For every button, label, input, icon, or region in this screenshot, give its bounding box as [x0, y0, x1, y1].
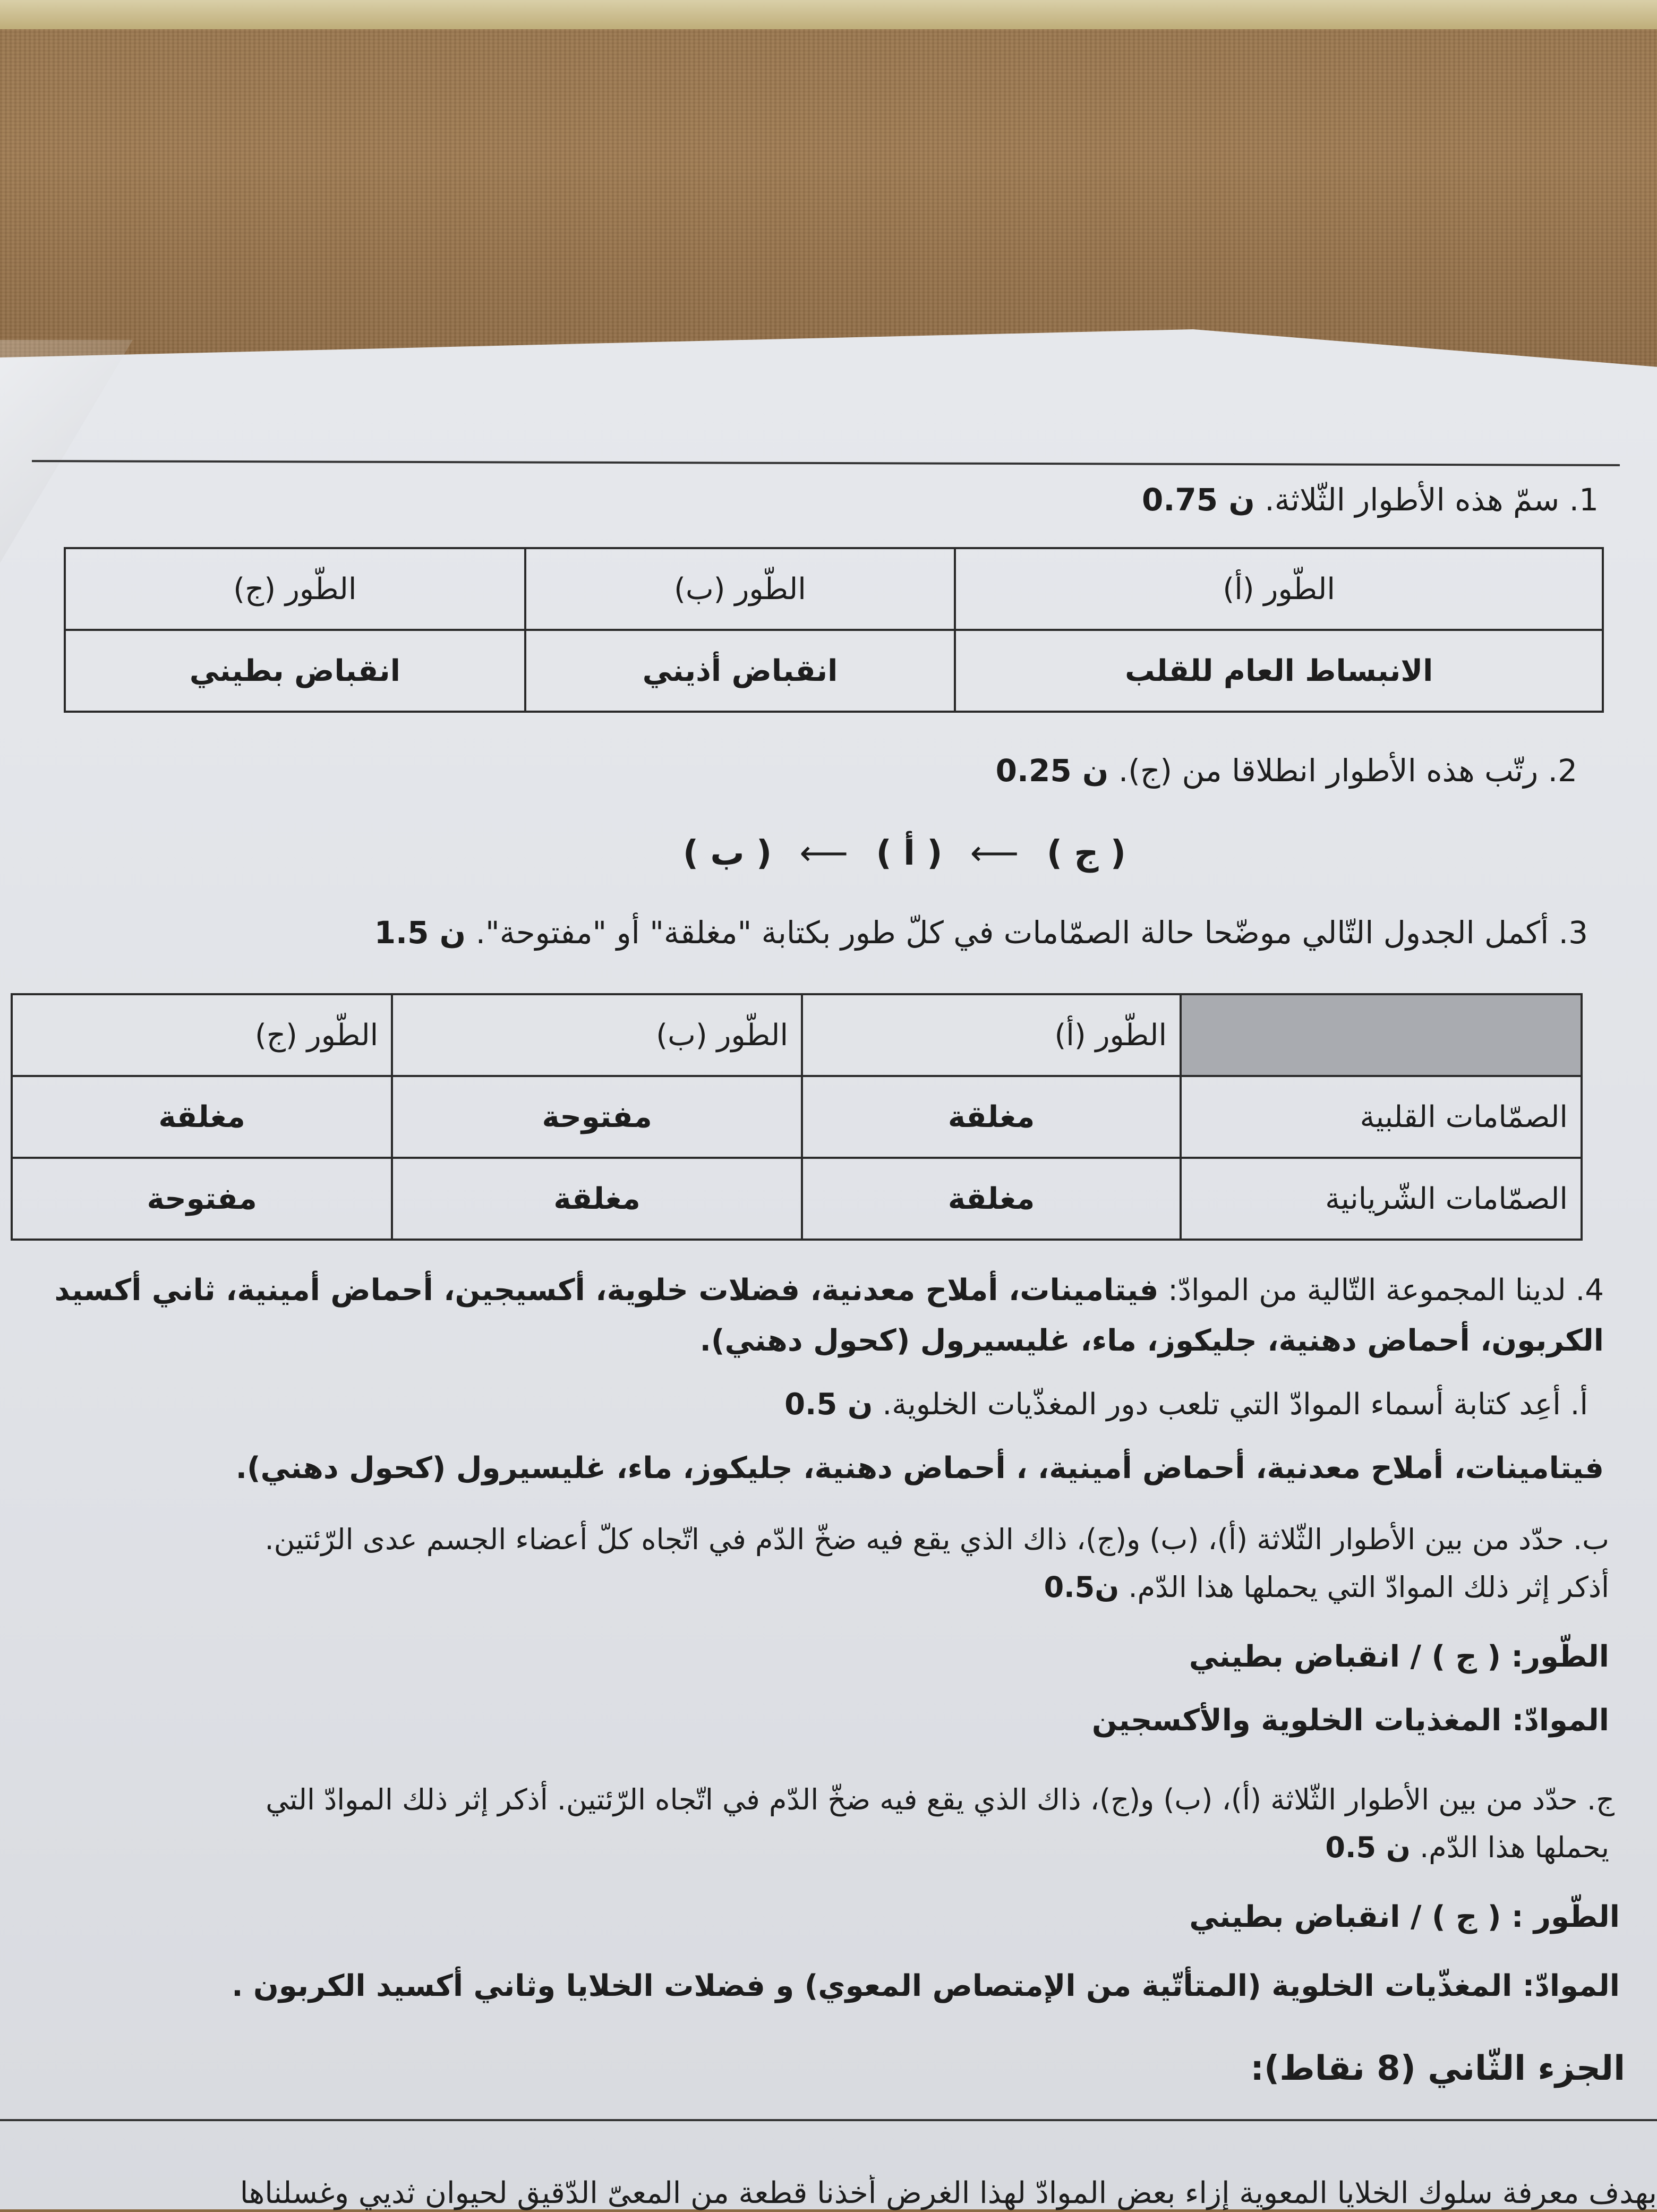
- q4c-prompt-line-2: [1325, 1830, 1609, 1866]
- q2-order-item-2: ( أ ): [876, 834, 943, 873]
- q3-header-a: الطّور (أ): [802, 994, 1181, 1076]
- q4b-materials-answer: المغذيات الخلوية والأكسجين: [1091, 1703, 1502, 1738]
- q2-points: 0.25 ن: [995, 753, 1109, 789]
- q1-points: 0.75 ن: [1142, 482, 1255, 518]
- arrow-left-icon: ⟵: [799, 834, 849, 873]
- q4c-materials-line: [232, 1968, 1620, 2005]
- q4c-phase-line: [1189, 1899, 1620, 1936]
- q3-cell: مفتوحة: [392, 1076, 802, 1158]
- q1-prompt: 1. سمّ هذه الأطوار الثّلاثة.: [1265, 482, 1599, 518]
- q1-header-c: الطّور (ج): [65, 548, 525, 630]
- top-rule: [32, 460, 1620, 466]
- q3-table-row: [12, 1158, 1582, 1240]
- q1-answer-c: انقباض بطيني: [65, 630, 525, 712]
- q4b-points: 0.5ن: [1044, 1570, 1120, 1604]
- q4b-materials-label: الموادّ:: [1511, 1703, 1609, 1738]
- q4a-prompt-line: [784, 1386, 1588, 1423]
- q4c-points: 0.5 ن: [1325, 1831, 1411, 1864]
- q3-prompt-line: [374, 913, 1588, 952]
- q1-prompt-line: [1142, 481, 1599, 519]
- q1-answer-b: انقباض أذيني: [525, 630, 955, 712]
- q4b-phase-answer: ( ج ) / انقباض بطيني: [1189, 1639, 1501, 1674]
- q1-answer-a: الانبساط العام للقلب: [955, 630, 1603, 712]
- q1-table: [64, 547, 1604, 713]
- q4a-answer: فيتامينات، أملاح معدنية، أحماض أمينية، ، أحماض دهنية، جليكوز، ماء، غليسيرول (كحول دهني).: [235, 1451, 1604, 1485]
- q1-header-b: الطّور (ب): [525, 548, 955, 630]
- q4c-phase-label: الطّور :: [1511, 1900, 1620, 1934]
- q3-table-row: [12, 1076, 1582, 1158]
- arrow-left-icon: ⟵: [970, 834, 1019, 873]
- q4-intro-line-1: [54, 1272, 1604, 1309]
- q4b-phase-label: الطّور:: [1511, 1639, 1609, 1674]
- q4a-prompt: أ. أعِد كتابة أسماء الموادّ التي تلعب دور المغذّيات الخلوية.: [882, 1387, 1588, 1422]
- q2-order-sequence: [683, 834, 1126, 873]
- q3-header-b: الطّور (ب): [392, 994, 802, 1076]
- q3-points: 1.5 ن: [374, 915, 466, 951]
- bottom-rule: [0, 2119, 1657, 2121]
- q4b-prompt-2: أذكر إثر ذلك الموادّ التي يحملها هذا الدّم.: [1128, 1570, 1609, 1604]
- q3-table: [11, 993, 1583, 1241]
- q3-cell: مغلقة: [802, 1158, 1181, 1240]
- q3-row-label-arterial: الصمّامات الشّريانية: [1181, 1158, 1582, 1240]
- q4c-prompt-line-1: ج. حدّد من بين الأطوار الثّلاثة (أ)، (ب) و(ج)، ذاك الذي يقع فيه ضخّ الدّم في اتّجاه الرّئتين. أذكر إثر ذلك الموادّ التي: [266, 1783, 1615, 1816]
- q3-cell: مفتوحة: [12, 1158, 392, 1240]
- q4-intro-line-2: الكربون، أحماض دهنية، جليكوز، ماء، غليسيرول (كحول دهني).: [699, 1323, 1604, 1358]
- q4c-materials-answer: المغذّيات الخلوية (المتأتّية من الإمتصاص المعوي) و فضلات الخلايا وثاني أكسيد الكربون .: [232, 1969, 1513, 2003]
- q4-intro-list-1: فيتامينات، أملاح معدنية، فضلات خلوية، أكسيجين، أحماض أمينية، ثاني أكسيد: [54, 1273, 1159, 1308]
- q4c-prompt-2: يحملها هذا الدّم.: [1420, 1831, 1609, 1864]
- q2-order-item-3: ( ب ): [682, 834, 772, 873]
- q4b-phase-line: [1189, 1638, 1609, 1676]
- q2-prompt-line: [996, 751, 1577, 790]
- q1-table-header-row: [65, 548, 1603, 630]
- q4b-prompt-line-2: [1044, 1569, 1609, 1605]
- q3-header-empty: [1181, 994, 1582, 1076]
- q4-intro-prefix: 4. لدينا المجموعة التّالية من الموادّ:: [1168, 1273, 1604, 1308]
- q4c-phase-answer: ( ج ) / انقباض بطيني: [1189, 1900, 1501, 1934]
- q3-cell: مغلقة: [12, 1076, 392, 1158]
- q4b-materials-line: [1092, 1702, 1609, 1739]
- q1-table-answer-row: [65, 630, 1603, 712]
- part2-title: الجزء الثّاني (8 نقاط):: [1250, 2049, 1625, 2088]
- q2-prompt: 2. رتّب هذه الأطوار انطلاقا من (ج).: [1118, 753, 1577, 789]
- q3-header-c: الطّور (ج): [12, 994, 392, 1076]
- q3-cell: مغلقة: [392, 1158, 802, 1240]
- q2-order-item-1: ( ج ): [1046, 834, 1126, 873]
- q4a-points: 0.5 ن: [784, 1387, 873, 1422]
- part2-cut-line: بهدف معرفة سلوك الخلايا المعوية إزاء بعض الموادّ لهذا الغرض أخذنا قطعة من المعىّ الدّقيق لحيوان ثديي وغسلناها: [240, 2176, 1657, 2210]
- q3-prompt: 3. أكمل الجدول التّالي موضّحا حالة الصمّامات في كلّ طور بكتابة "مغلقة" أو "مفتوحة".: [475, 915, 1588, 951]
- q1-header-a: الطّور (أ): [955, 548, 1603, 630]
- q4c-materials-label: الموادّ:: [1522, 1969, 1620, 2003]
- q3-table-header-row: [12, 994, 1582, 1076]
- q3-cell: مغلقة: [802, 1076, 1181, 1158]
- q3-row-label-cardiac: الصمّامات القلبية: [1181, 1076, 1582, 1158]
- q4b-prompt-line-1: ب. حدّد من بين الأطوار الثّلاثة (أ)، (ب) و(ج)، ذاك الذي يقع فيه ضخّ الدّم في اتّجاه كلّ أعضاء الجسم عدى الرّئتين.: [264, 1523, 1609, 1556]
